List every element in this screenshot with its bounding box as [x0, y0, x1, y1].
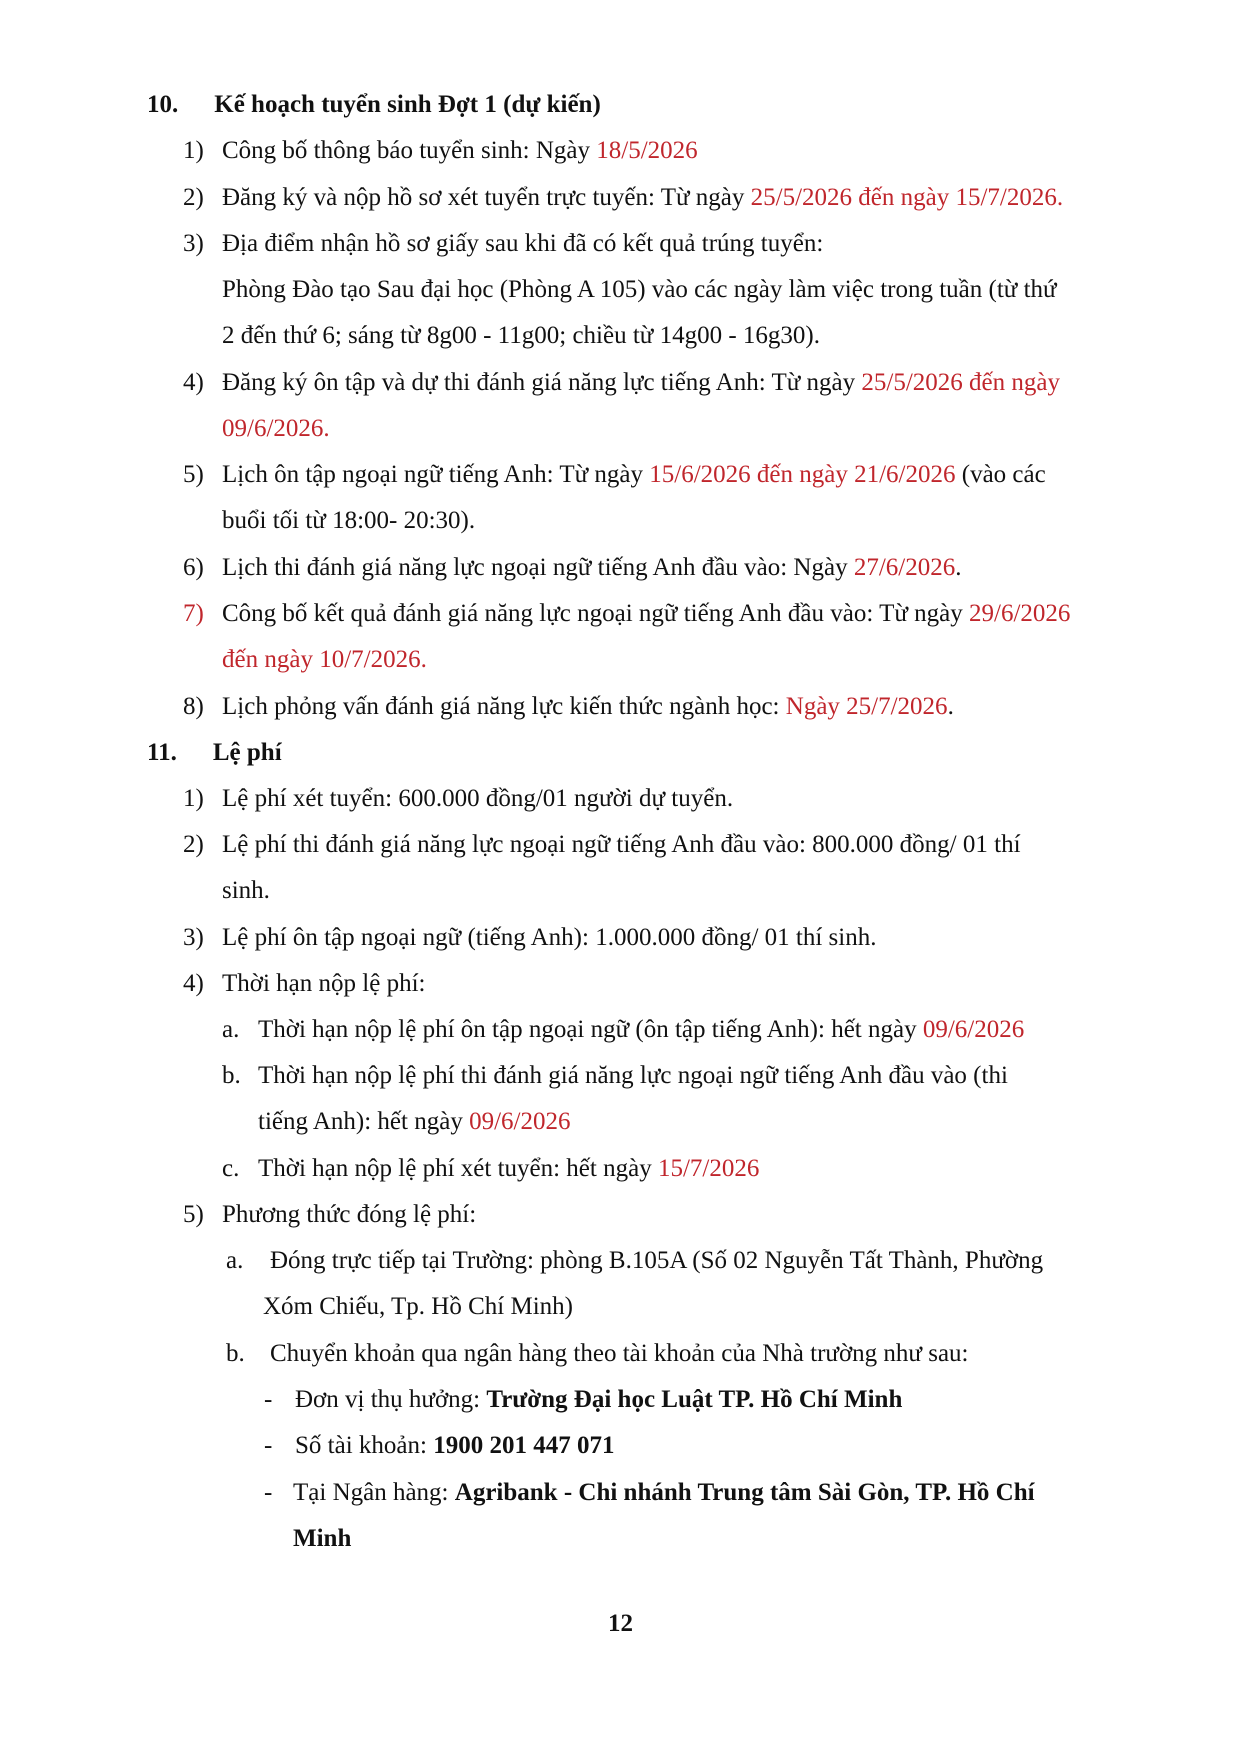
sub-item-text: Chuyển khoản qua ngân hàng theo tài khoản của Nhà trường như sau:	[270, 1340, 969, 1367]
list-item-text: Lệ phí xét tuyển: 600.000 đồng/01 người dự tuyển.	[222, 785, 734, 812]
section-10-heading	[147, 90, 601, 120]
list-item-text: Lệ phí ôn tập ngoại ngữ (tiếng Anh): 1.000.000 đồng/ 01 thí sinh.	[222, 924, 877, 951]
page-number: 12	[608, 1610, 633, 1637]
list-item-text: Địa điểm nhận hồ sơ giấy sau khi đã có kết quả trúng tuyển:	[222, 230, 824, 257]
list-item-text: Công bố thông báo tuyển sinh: Ngày 18/5/2026	[222, 137, 698, 164]
section-title: Kế hoạch tuyển sinh Đợt 1 (dự kiến)	[214, 91, 601, 118]
sub-item-text: Thời hạn nộp lệ phí ôn tập ngoại ngữ (ôn tập tiếng Anh): hết ngày 09/6/2026	[258, 1016, 1025, 1043]
section-11-heading	[147, 738, 282, 768]
sub-item-text: Thời hạn nộp lệ phí xét tuyển: hết ngày 15/7/2026	[258, 1155, 760, 1182]
list-item-text-cont: đến ngày 10/7/2026.	[222, 646, 427, 673]
list-item-text: Phương thức đóng lệ phí:	[222, 1201, 477, 1228]
sub-item-text-cont: Xóm Chiếu, Tp. Hồ Chí Minh)	[263, 1293, 573, 1320]
list-item-text-cont: 2 đến thứ 6; sáng từ 8g00 - 11g00; chiều từ 14g00 - 16g30).	[222, 322, 820, 349]
list-item-text: Công bố kết quả đánh giá năng lực ngoại ngữ tiếng Anh đầu vào: Từ ngày 29/6/2026	[222, 600, 1071, 627]
bank-name: Tại Ngân hàng: Agribank - Chi nhánh Trung tâm Sài Gòn, TP. Hồ Chí	[293, 1479, 1035, 1506]
sub-item-text: Đóng trực tiếp tại Trường: phòng B.105A (Số 02 Nguyễn Tất Thành, Phường	[270, 1247, 1044, 1274]
list-item-text-cont: sinh.	[222, 877, 270, 904]
bank-beneficiary: Đơn vị thụ hưởng: Trường Đại học Luật TP. Hồ Chí Minh	[295, 1386, 903, 1413]
section-title: Lệ phí	[212, 739, 282, 766]
bank-account-number: Số tài khoản: 1900 201 447 071	[295, 1432, 615, 1459]
bank-name-cont: Minh	[293, 1525, 352, 1552]
list-item-text: Lịch phỏng vấn đánh giá năng lực kiến thức ngành học: Ngày 25/7/2026.	[222, 693, 954, 720]
list-item-text-cont: 09/6/2026.	[222, 415, 330, 442]
list-item-text: Lịch thi đánh giá năng lực ngoại ngữ tiếng Anh đầu vào: Ngày 27/6/2026.	[222, 554, 962, 581]
section-number: 10.	[147, 91, 179, 118]
document-page: 10. Kế hoạch tuyển sinh Đợt 1 (dự kiến) 1) Công bố thông báo tuyển sinh: Ngày 18/5/2026 2) Đăng ký và nộp hồ sơ xét tuyển trực tuyến: Từ ngày 25/5/2026 đến ngày 15/7/2026. 3) Địa điểm nhận hồ sơ giấy sau khi đã có kết quả trúng tuyển: Phòng Đào tạo Sau đại học (Phòng A 105) vào các ngày làm việc trong tuần (từ thứ 2 đến thứ 6; sáng từ 8g00 - 11g00; chiều từ 14g00 - 16g30). 4) Đăng ký ôn tập và dự thi đánh giá năng lực tiếng Anh: Từ ngày 25/5/2026 đến ngày 09/6/2026. 5) Lịch ôn tập ngoại ngữ tiếng Anh: Từ ngày 15/6/2026 đến ngày 21/6/2026 (vào các buổi tối từ 18:00- 20:30). 6) Lịch thi đánh giá năng lực ngoại ngữ tiếng Anh đầu vào: Ngày 27/6/2026. 7) Công bố kết quả đánh giá năng lực ngoại ngữ tiếng Anh đầu vào: Từ ngày 29/6/2026 đến ngày 10/7/2026. 8) Lịch phỏng vấn đánh giá năng lực kiến thức ngành học: Ngày 25/7/2026. 11. Lệ phí 1) Lệ phí xét tuyển: 600.000 đồng/01 người dự tuyển. 2) Lệ phí thi đánh giá năng lực ngoại ngữ tiếng Anh đầu vào: 800.000 đồng/ 01 thí sinh. 3) Lệ phí ôn tập ngoại ngữ (tiếng Anh): 1.000.000 đồng/ 01 thí sinh. 4) Thời hạn nộp lệ phí: a. Thời hạn nộp lệ phí ôn tập ngoại ngữ (ôn tập tiếng Anh): hết ngày 09/6/2026 b. Thời hạn nộp lệ phí thi đánh giá năng lực ngoại ngữ tiếng Anh đầu vào (thi tiếng Anh): hết ngày 09/6/2026 c. Thời hạn nộp lệ phí xét tuyển: hết ngày 15/7/2026 5) Phương thức đóng lệ phí: a. Đóng trực tiếp tại Trường: phòng B.105A (Số 02 Nguyễn Tất Thành, Phường Xóm Chiếu, Tp. Hồ Chí Minh) b. Chuyển khoản qua ngân hàng theo tài khoản của Nhà trường như sau: - Đơn vị thụ hưởng: Trường Đại học Luật TP. Hồ Chí Minh - Số tài khoản: 1900 201 447 071 - Tại Ngân hàng: Agribank - Chi nhánh Trung tâm Sài Gòn, TP. Hồ Chí Minh 12	[0, 0, 1241, 1755]
section-number: 11.	[147, 739, 177, 766]
list-item: 1)	[183, 137, 204, 164]
sub-item-text-cont: tiếng Anh): hết ngày 09/6/2026	[258, 1108, 571, 1135]
list-item-text: Đăng ký và nộp hồ sơ xét tuyển trực tuyến: Từ ngày 25/5/2026 đến ngày 15/7/2026.	[222, 184, 1064, 211]
list-item-text: Lệ phí thi đánh giá năng lực ngoại ngữ tiếng Anh đầu vào: 800.000 đồng/ 01 thí	[222, 831, 1021, 858]
list-item-text: Thời hạn nộp lệ phí:	[222, 970, 426, 997]
list-item-text-cont: Phòng Đào tạo Sau đại học (Phòng A 105) vào các ngày làm việc trong tuần (từ thứ	[222, 276, 1057, 303]
list-item-text: Lịch ôn tập ngoại ngữ tiếng Anh: Từ ngày 15/6/2026 đến ngày 21/6/2026 (vào các	[222, 461, 1046, 488]
list-item-text: Đăng ký ôn tập và dự thi đánh giá năng lực tiếng Anh: Từ ngày 25/5/2026 đến ngày	[222, 369, 1060, 396]
sub-item-text: Thời hạn nộp lệ phí thi đánh giá năng lực ngoại ngữ tiếng Anh đầu vào (thi	[258, 1062, 1008, 1089]
list-item-text-cont: buổi tối từ 18:00- 20:30).	[222, 507, 476, 534]
